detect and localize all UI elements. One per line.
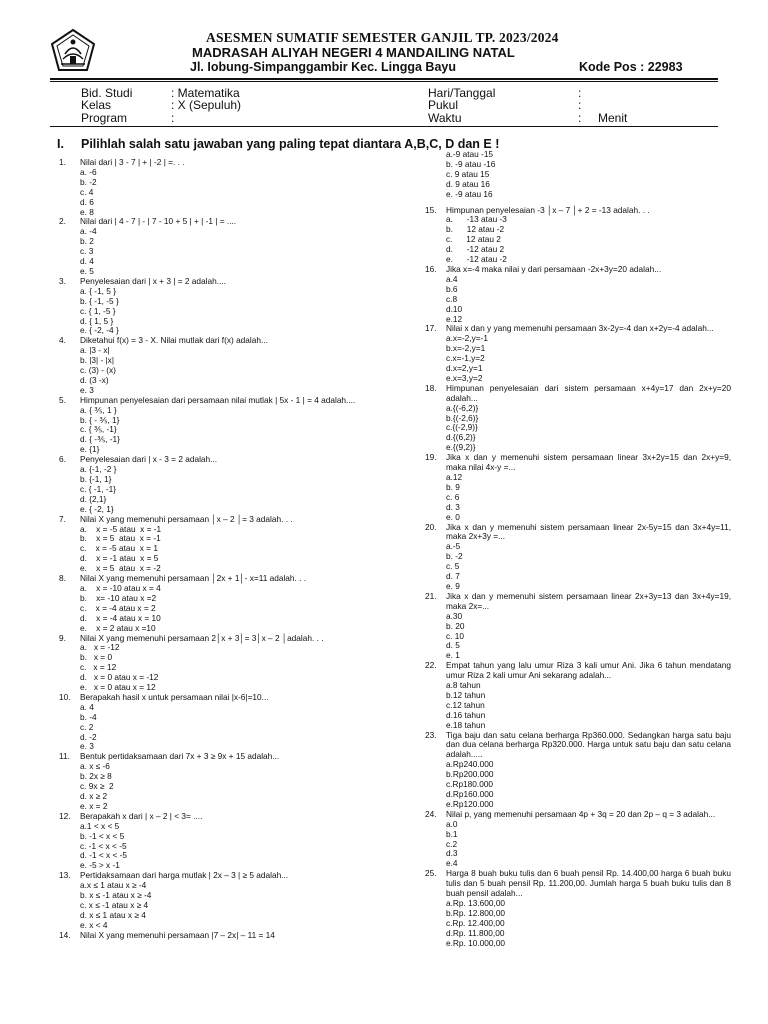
question-number: 5. — [59, 394, 66, 405]
question-number: 18. — [425, 382, 437, 393]
answer-option: b. -4 — [80, 711, 97, 722]
answer-option: a.Rp240.000 — [446, 759, 494, 770]
answer-option: a. |3 - x| — [80, 345, 110, 356]
question-number: 12. — [59, 810, 71, 821]
answer-option: d. 4 — [80, 256, 94, 267]
question-item — [59, 396, 369, 455]
answer-option: a.x ≤ 1 atau x ≥ -4 — [80, 880, 147, 891]
question-item — [425, 810, 731, 869]
question-text: Nilai dari | 3 - 7 | + | -2 | =. . . — [80, 157, 185, 167]
question-number: 4. — [59, 335, 66, 346]
answer-option: b. 2x ≥ 8 — [80, 771, 112, 782]
question-number: 22. — [425, 660, 437, 671]
answer-option: c.8 — [446, 293, 458, 304]
answer-option: e. x = 0 atau x = 12 — [80, 682, 156, 693]
question-text: Nilai p, yang memenuhi persamaan 4p + 3q = 20 dan 2p – q = 3 adalah... — [446, 808, 716, 819]
answer-option: d. x = -4 atau x = 10 — [80, 612, 161, 623]
answer-option: e. x = 2 — [80, 800, 108, 811]
question-text: Nilai dari | 4 - 7 | - | 7 - 10 + 5 | + | -1 | = .... — [80, 216, 237, 227]
hari-value: : — [578, 86, 582, 100]
answer-option: d. {2,1} — [80, 493, 107, 504]
answer-option: e. 9 — [446, 580, 460, 591]
question-text: Jika x=-4 maka nilai y dari persamaan -2x+3y=20 adalah... — [446, 263, 662, 274]
answer-option: b. x = 0 — [80, 652, 113, 663]
question-item — [59, 455, 369, 514]
answer-option: c. x = -5 atau x = 1 — [80, 543, 158, 554]
kelas-label: Kelas — [81, 98, 112, 112]
question-text: Berapakah x dari | x – 2 | < 3= .... — [80, 810, 203, 821]
answer-option: c. 2 — [80, 721, 94, 732]
question-item — [59, 277, 369, 336]
answer-option: a.12 — [446, 472, 463, 482]
answer-option: c. 3 — [80, 246, 94, 257]
answer-option: d. 9 atau 16 — [446, 178, 490, 189]
answer-option: e. 3 — [80, 384, 94, 395]
answer-option: d. -12 atau 2 — [446, 244, 505, 255]
answer-option: d.16 tahun — [446, 709, 486, 720]
answer-option: c. x ≤ -1 atau x ≥ 4 — [80, 899, 149, 910]
answer-option: d. x ≤ 1 atau x ≥ 4 — [80, 909, 146, 920]
answer-option: e. x < 4 — [80, 919, 108, 930]
answer-option: e. 8 — [80, 206, 94, 217]
answer-option: a. -13 atau -3 — [446, 214, 507, 225]
answer-option: b. 9 — [446, 481, 460, 492]
answer-option: d.Rp160.000 — [446, 789, 494, 799]
answer-option: e.x=3,y=2 — [446, 372, 483, 383]
answer-option: c.12 tahun — [446, 699, 485, 710]
answer-option: d. { -⅗, -1} — [80, 434, 120, 445]
answer-option: a.-5 — [446, 541, 461, 552]
answer-option: e. { -2, 1} — [80, 503, 114, 514]
answer-option: a. x = -5 atau x = -1 — [80, 523, 162, 534]
postal-code: Kode Pos : 22983 — [579, 60, 683, 74]
question-number: 11. — [59, 751, 70, 762]
answer-option: c. 12 atau 2 — [446, 234, 501, 245]
answer-option: b. 2 — [80, 236, 94, 247]
answer-option: a. {-1, -2 } — [80, 464, 117, 475]
answer-option: e.Rp. 10.000,00 — [446, 937, 506, 948]
school-name: MADRASAH ALIYAH NEGERI 4 MANDAILING NATAL — [192, 45, 515, 60]
answer-option: b. -1 < x < 5 — [80, 830, 125, 841]
answer-option: a.4 — [446, 273, 458, 284]
answer-option: a.0 — [446, 818, 458, 829]
answer-option: c.{(-2,9)} — [446, 422, 478, 433]
header-rule — [50, 78, 718, 80]
question-text: Diketahui f(x) = 3 - X. Nilai mutlak dari f(x) adalah... — [80, 335, 268, 346]
question-item — [59, 752, 369, 811]
question-text: Penyelesaian dari | x + 3 | = 2 adalah.... — [80, 275, 226, 286]
answer-option: a. x = -12 — [80, 642, 120, 653]
answer-option: a. -6 — [80, 166, 97, 177]
questions-right-column — [425, 150, 731, 949]
answer-option: c. 5 — [446, 561, 460, 572]
question-number: 16. — [425, 263, 437, 274]
answer-option: d. x = 0 atau x = -12 — [80, 672, 159, 683]
question-item — [59, 693, 369, 752]
question-number: 20. — [425, 521, 437, 532]
answer-option: a. { ⅗, 1 } — [80, 404, 117, 415]
answer-option: a. 4 — [80, 701, 94, 712]
question-item — [425, 661, 731, 730]
question-text: Jika x dan y memenuhi sistem persamaan linear 2x+3y=13 dan 3x+4y=19, maka 2x=... — [446, 590, 731, 611]
answer-option: a. x ≤ -6 — [80, 761, 110, 772]
question-number: 24. — [425, 808, 437, 819]
question-number: 25. — [425, 868, 437, 879]
question-item — [59, 217, 369, 276]
question-number: 3. — [59, 275, 66, 286]
question-item — [425, 869, 731, 948]
answer-option: e. x = 2 atau x =10 — [80, 622, 156, 633]
question-item — [59, 931, 369, 941]
question-text: Nilai X yang memenuhi persamaan |7 – 2x| – 11 = 14 — [80, 929, 275, 940]
answer-option: e.4 — [446, 858, 458, 869]
answer-option: e.12 — [446, 313, 463, 324]
hari-label: Hari/Tanggal — [428, 86, 496, 100]
answer-option: d. 5 — [446, 640, 460, 651]
answer-option: b. x = 5 atau x = -1 — [80, 533, 161, 544]
question-text: Himpunan penyelesaian -3 │x – 7 │+ 2 = -13 adalah. . . — [446, 204, 650, 215]
exam-title: ASESMEN SUMATIF SEMESTER GANJIL TP. 2023/2024 — [206, 30, 559, 45]
answer-option: e. -5 > x -1 — [80, 860, 120, 871]
question-text: Jika x dan y memenuhi sistem persamaan linear 3x+2y=15 dan 2x+y=9, maka nilai 4x-y =... — [446, 452, 731, 473]
answer-option: a.30 — [446, 610, 463, 621]
question-item — [59, 634, 369, 693]
waktu-label: Waktu — [428, 111, 462, 125]
answer-option: c. x = -4 atau x = 2 — [80, 602, 156, 613]
question-number: 23. — [425, 729, 437, 740]
answer-option: e. 5 — [80, 265, 94, 276]
answer-option: b. |3| - |x| — [80, 355, 114, 366]
answer-option: b.6 — [446, 283, 458, 294]
answer-option: e. 3 — [80, 741, 94, 752]
question-item — [59, 336, 369, 395]
bid-value: : Matematika — [171, 86, 240, 100]
answer-option: d. { 1, 5 } — [80, 315, 114, 326]
document-header — [0, 0, 768, 130]
question-item — [425, 731, 731, 810]
question-number: 1. — [59, 157, 66, 167]
answer-option: a.-9 atau -15 — [446, 149, 494, 159]
answer-option: c. 9 atau 15 — [446, 168, 490, 179]
header-rule-thin — [50, 81, 718, 82]
answer-option: b. -2 — [80, 176, 97, 187]
program-label: Program — [81, 111, 128, 125]
question-number: 21. — [425, 590, 437, 601]
answer-option: b. 12 atau -2 — [446, 224, 505, 235]
answer-option: e. 1 — [446, 650, 460, 661]
answer-option: d.Rp. 11.800,00 — [446, 927, 505, 938]
answer-option: a. { -1, 5 } — [80, 285, 116, 296]
answer-option: c. 6 — [446, 491, 460, 502]
answer-option: d. 3 — [446, 501, 460, 512]
question-text: Penyelesaian dari | x - 3 = 2 adalah... — [80, 454, 218, 465]
question-number: 14. — [59, 929, 71, 940]
question-text: Himpunan penyelesaian dari persamaan nilai mutlak | 5x - 1 | = 4 adalah.... — [80, 394, 356, 405]
answer-option: e. x = 5 atau x = -2 — [80, 563, 161, 574]
question-item — [425, 453, 731, 522]
answer-option: b.1 — [446, 828, 458, 839]
question-item — [425, 523, 731, 592]
question-number: 13. — [59, 870, 71, 881]
answer-option: a.x=-2,y=-1 — [446, 333, 488, 344]
answer-option: a.8 tahun — [446, 680, 481, 691]
answer-option: e. 0 — [446, 511, 460, 522]
answer-option: b.Rp200.000 — [446, 769, 494, 780]
question-text: Berapakah hasil x untuk persamaan nilai |x-6|=10... — [80, 691, 269, 702]
question-number: 7. — [59, 513, 66, 524]
answer-option: d. -2 — [80, 731, 97, 742]
answer-option: a. -4 — [80, 226, 97, 237]
pukul-label: Pukul — [428, 98, 459, 112]
question-text: Bentuk pertidaksamaan dari 7x + 3 ≥ 9x + 15 adalah... — [80, 751, 280, 762]
answer-option: c. { ⅗, -1} — [80, 424, 117, 435]
answer-option: b. { -1, -5 } — [80, 295, 119, 306]
answer-option: c. x = 12 — [80, 662, 117, 673]
answer-option: c. { -1, -1} — [80, 483, 116, 494]
answer-option: c. { 1, -5 } — [80, 305, 116, 316]
answer-option: b. -2 — [446, 551, 463, 562]
answer-option: b.12 tahun — [446, 689, 486, 700]
section-heading — [57, 137, 499, 151]
question-text: Tiga baju dan satu celana berharga Rp360.000. Sedangkan harga satu baju dan dua celana berharga Rp320.000. Harga untuk satu baju dan satu celana adalah..... — [446, 729, 731, 760]
answer-option: c.Rp. 12.400,00 — [446, 917, 505, 928]
question-text: Nilai X yang memenuhi persamaan 2│x + 3│= 3│x – 2 │adalah. . . — [80, 632, 324, 643]
question-text: Nilai X yang memenuhi persamaan │x – 2 │= 3 adalah. . . — [80, 513, 293, 524]
question-text: Himpunan penyelesaian dari sistem persamaan x+4y=17 dan 2x+y=20 adalah... — [446, 382, 731, 403]
answer-option: e. {1} — [80, 444, 100, 455]
question-item — [59, 812, 369, 871]
answer-option: b. x= -10 atau x =2 — [80, 592, 157, 603]
answer-option: e.18 tahun — [446, 719, 486, 730]
question-item — [59, 158, 369, 217]
answer-option: b. -9 atau -16 — [446, 158, 496, 169]
info-rule — [50, 126, 718, 127]
answer-option: e. -9 atau 16 — [446, 188, 493, 199]
waktu-unit: Menit — [598, 111, 628, 125]
answer-option: d. (3 -x) — [80, 374, 109, 385]
section-title: Pilihlah salah satu jawaban yang paling tepat diantara A,B,C, D dan E ! — [81, 137, 500, 151]
answer-option: d.3 — [446, 848, 458, 859]
program-value: : — [171, 111, 175, 125]
answer-option: a.Rp. 13.600,00 — [446, 897, 506, 908]
answer-option: d.{(6,2)} — [446, 432, 476, 443]
answer-option: b.Rp. 12.800,00 — [446, 907, 506, 918]
question-number: 19. — [425, 452, 437, 463]
question-item — [59, 515, 369, 574]
answer-option: b. {-1, 1} — [80, 474, 112, 484]
answer-option: b.x=-2,y=1 — [446, 343, 486, 354]
question-text: Empat tahun yang lalu umur Riza 3 kali umur Ani. Jika 6 tahun mendatang umur Riza 2 kali umur Ani sekarang adalah... — [446, 660, 731, 681]
question-item — [425, 384, 731, 453]
answer-option: d. 6 — [80, 196, 94, 207]
question-number: 17. — [425, 323, 437, 334]
answer-option: d.x=2,y=1 — [446, 363, 483, 374]
answer-option: b. { - ⅗, 1} — [80, 414, 120, 425]
answer-option: e.{(9,2)} — [446, 442, 476, 453]
answer-option: d. -1 < x < -5 — [80, 850, 128, 861]
answer-option: e. { -2, -4 } — [80, 325, 119, 336]
continued-options — [425, 150, 731, 200]
question-item — [59, 574, 369, 633]
answer-option: e. -12 atau -2 — [446, 254, 507, 265]
answer-option: c. (3) - (x) — [80, 365, 116, 376]
question-number: 6. — [59, 454, 66, 465]
pukul-value: : — [578, 98, 582, 112]
answer-option: a.{(-6,2)} — [446, 402, 479, 413]
question-text: Pertidaksamaan dari harga mutlak | 2x – 3 | ≥ 5 adalah... — [80, 870, 289, 881]
answer-option: b. 20 — [446, 620, 465, 631]
question-item — [425, 324, 731, 383]
question-item — [425, 265, 731, 324]
answer-option: d. x = -1 atau x = 5 — [80, 553, 159, 564]
question-number: 15. — [425, 204, 437, 215]
ministry-emblem-icon — [50, 28, 96, 74]
question-text: Harga 8 buah buku tulis dan 6 buah pensil Rp. 14.400,00 harga 6 buah buku tulis dan 5 buah pensil Rp. 11.200,00. Jumlah harga 5 buah buku tulis dan 8 buah pensil adalah... — [446, 868, 731, 899]
questions-left-column — [59, 158, 369, 941]
answer-option: c.2 — [446, 838, 458, 849]
answer-option: c. 4 — [80, 186, 94, 197]
answer-option: b. x ≤ -1 atau x ≥ -4 — [80, 890, 152, 901]
answer-option: d.10 — [446, 303, 463, 314]
answer-option: c. 10 — [446, 630, 464, 641]
answer-option: d. 7 — [446, 571, 460, 582]
question-item — [425, 592, 731, 661]
answer-option: c.Rp180.000 — [446, 779, 494, 790]
kelas-value: : X (Sepuluh) — [171, 98, 242, 112]
answer-option: a.1 < x < 5 — [80, 820, 120, 831]
answer-option: e.Rp120.000 — [446, 798, 494, 809]
waktu-value: : — [578, 111, 582, 125]
answer-option: c.x=-1,y=2 — [446, 353, 485, 364]
question-number: 2. — [59, 216, 66, 227]
question-item — [425, 206, 731, 265]
answer-option: c. -1 < x < -5 — [80, 840, 127, 851]
answer-option: c. 9x ≥ 2 — [80, 781, 114, 792]
section-number: I. — [57, 137, 64, 151]
question-text: Jika x dan y memenuhi sistem persamaan linear 2x-5y=15 dan 3x+4y=11, maka 2x+3y =... — [446, 521, 731, 542]
school-address: Jl. Iobung-Simpanggambir Kec. Lingga Bayu — [190, 60, 456, 74]
answer-option: a. x = -10 atau x = 4 — [80, 582, 161, 593]
question-number: 9. — [59, 632, 66, 643]
bid-label: Bid. Studi — [81, 86, 133, 100]
question-item — [59, 871, 369, 930]
answer-option: d. x ≥ 2 — [80, 791, 108, 801]
question-number: 8. — [59, 573, 66, 584]
question-number: 10. — [59, 691, 71, 702]
answer-option: b.{(-2,6)} — [446, 412, 479, 423]
question-text: Nilai X yang memenuhi persamaan │2x + 1│- x=11 adalah. . . — [80, 573, 307, 584]
question-text: Nilai x dan y yang memenuhi persamaan 3x-2y=-4 dan x+2y=-4 adalah... — [446, 323, 714, 334]
